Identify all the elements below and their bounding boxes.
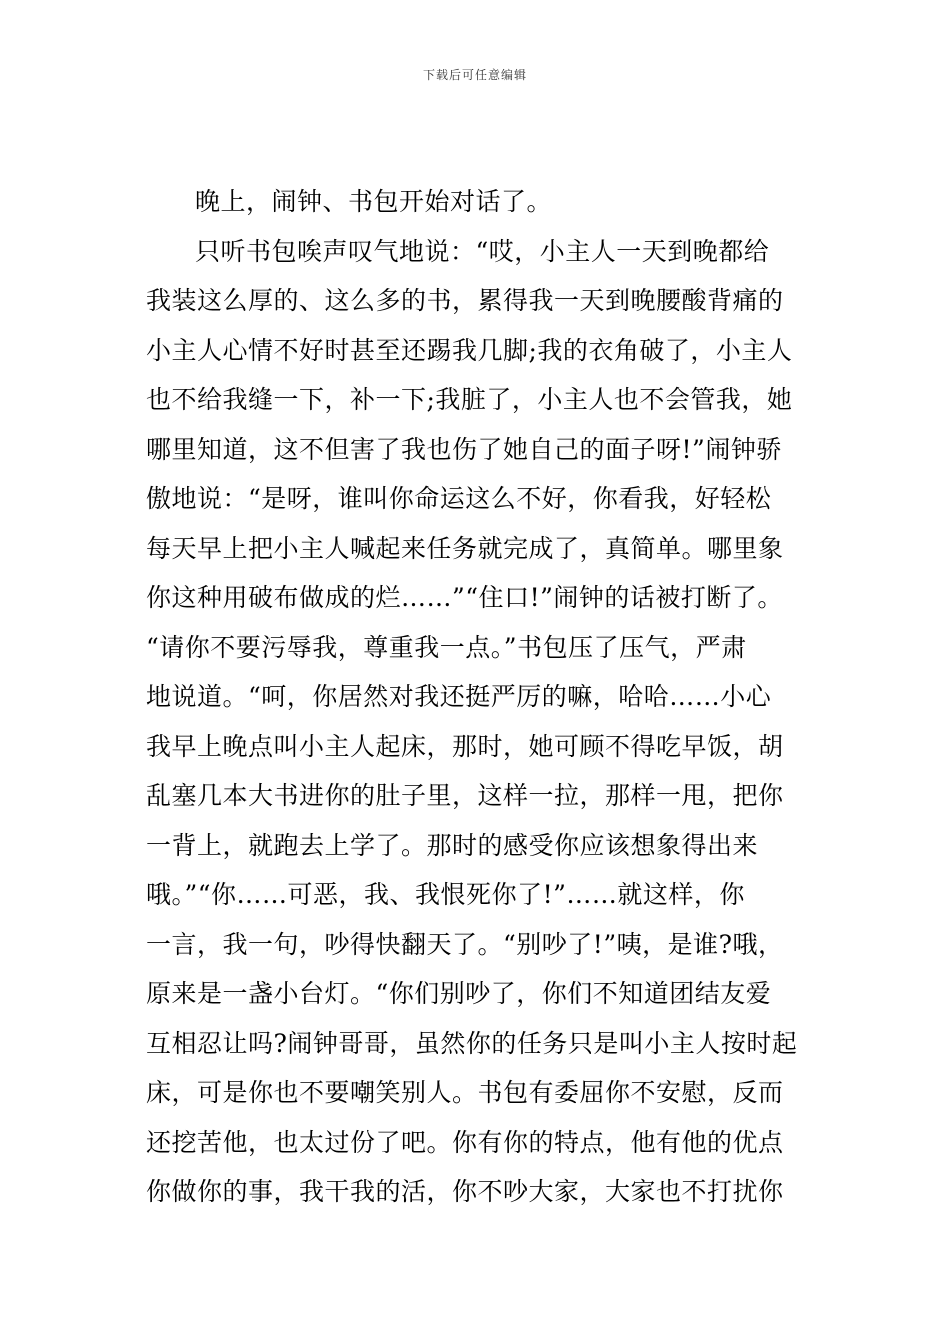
paragraph-line: “请你不要污辱我，尊重我一点。”书包压了压气，严肃 xyxy=(146,632,747,662)
paragraph-line: 床，可是你也不要嘲笑别人。书包有委屈你不安慰，反而 xyxy=(146,1078,784,1107)
paragraph-line: 你做你的事，我干我的活，你不吵大家，大家也不打扰你 xyxy=(146,1177,784,1206)
paragraph-line: 小主人心情不好时甚至还踢我几脚;我的衣角破了，小主人 xyxy=(146,335,793,365)
document-body xyxy=(146,177,836,1217)
paragraph-line: 原来是一盏小台灯。“你们别吵了，你们不知道团结友爱 xyxy=(146,979,772,1008)
paragraph-line: 每天早上把小主人喊起来任务就完成了，真简单。哪里象 xyxy=(146,533,784,563)
paragraph-line: 哦。”“你……可恶，我、我恨死你了!”……就这样，你 xyxy=(146,880,745,909)
paragraph-line: 我早上晚点叫小主人起床，那时，她可顾不得吃早饭，胡 xyxy=(146,731,784,761)
paragraph-line: 一背上，就跑去上学了。那时的感受你应该想象得出来 xyxy=(146,830,759,860)
paragraph-line: 乱塞几本大书进你的肚子里，这样一拉，那样一甩，把你 xyxy=(146,781,784,810)
paragraph-line: 你这种用破布做成的烂……”“住口!”闹钟的话被打断了。 xyxy=(146,583,783,612)
paragraph-line: 也不给我缝一下，补一下;我脏了，小主人也不会管我，她 xyxy=(146,385,793,414)
paragraph-line: 只听书包唉声叹气地说：“哎，小主人一天到晚都给 xyxy=(195,236,770,266)
page-header: 下载后可任意编辑 xyxy=(422,68,527,82)
paragraph-line: 地说道。“呵，你居然对我还挺严厉的嘛，哈哈……小心 xyxy=(146,682,772,711)
paragraph-line: 晚上，闹钟、书包开始对话了。 xyxy=(195,187,553,216)
paragraph-line: 我装这么厚的、这么多的书，累得我一天到晚腰酸背痛的 xyxy=(146,286,784,315)
paragraph-line: 傲地说：“是呀，谁叫你命运这么不好，你看我，好轻松 xyxy=(146,484,772,513)
paragraph-line: 一言，我一句，吵得快翻天了。“别吵了!”咦，是谁?哦， xyxy=(146,929,784,959)
paragraph-line: 互相忍让吗?闹钟哥哥，虽然你的任务只是叫小主人按时起 xyxy=(146,1028,798,1058)
paragraph-line: 哪里知道，这不但害了我也伤了她自己的面子呀!”闹钟骄 xyxy=(146,434,782,464)
paragraph-line: 还挖苦他，也太过份了吧。你有你的特点，他有他的优点 xyxy=(146,1127,784,1157)
